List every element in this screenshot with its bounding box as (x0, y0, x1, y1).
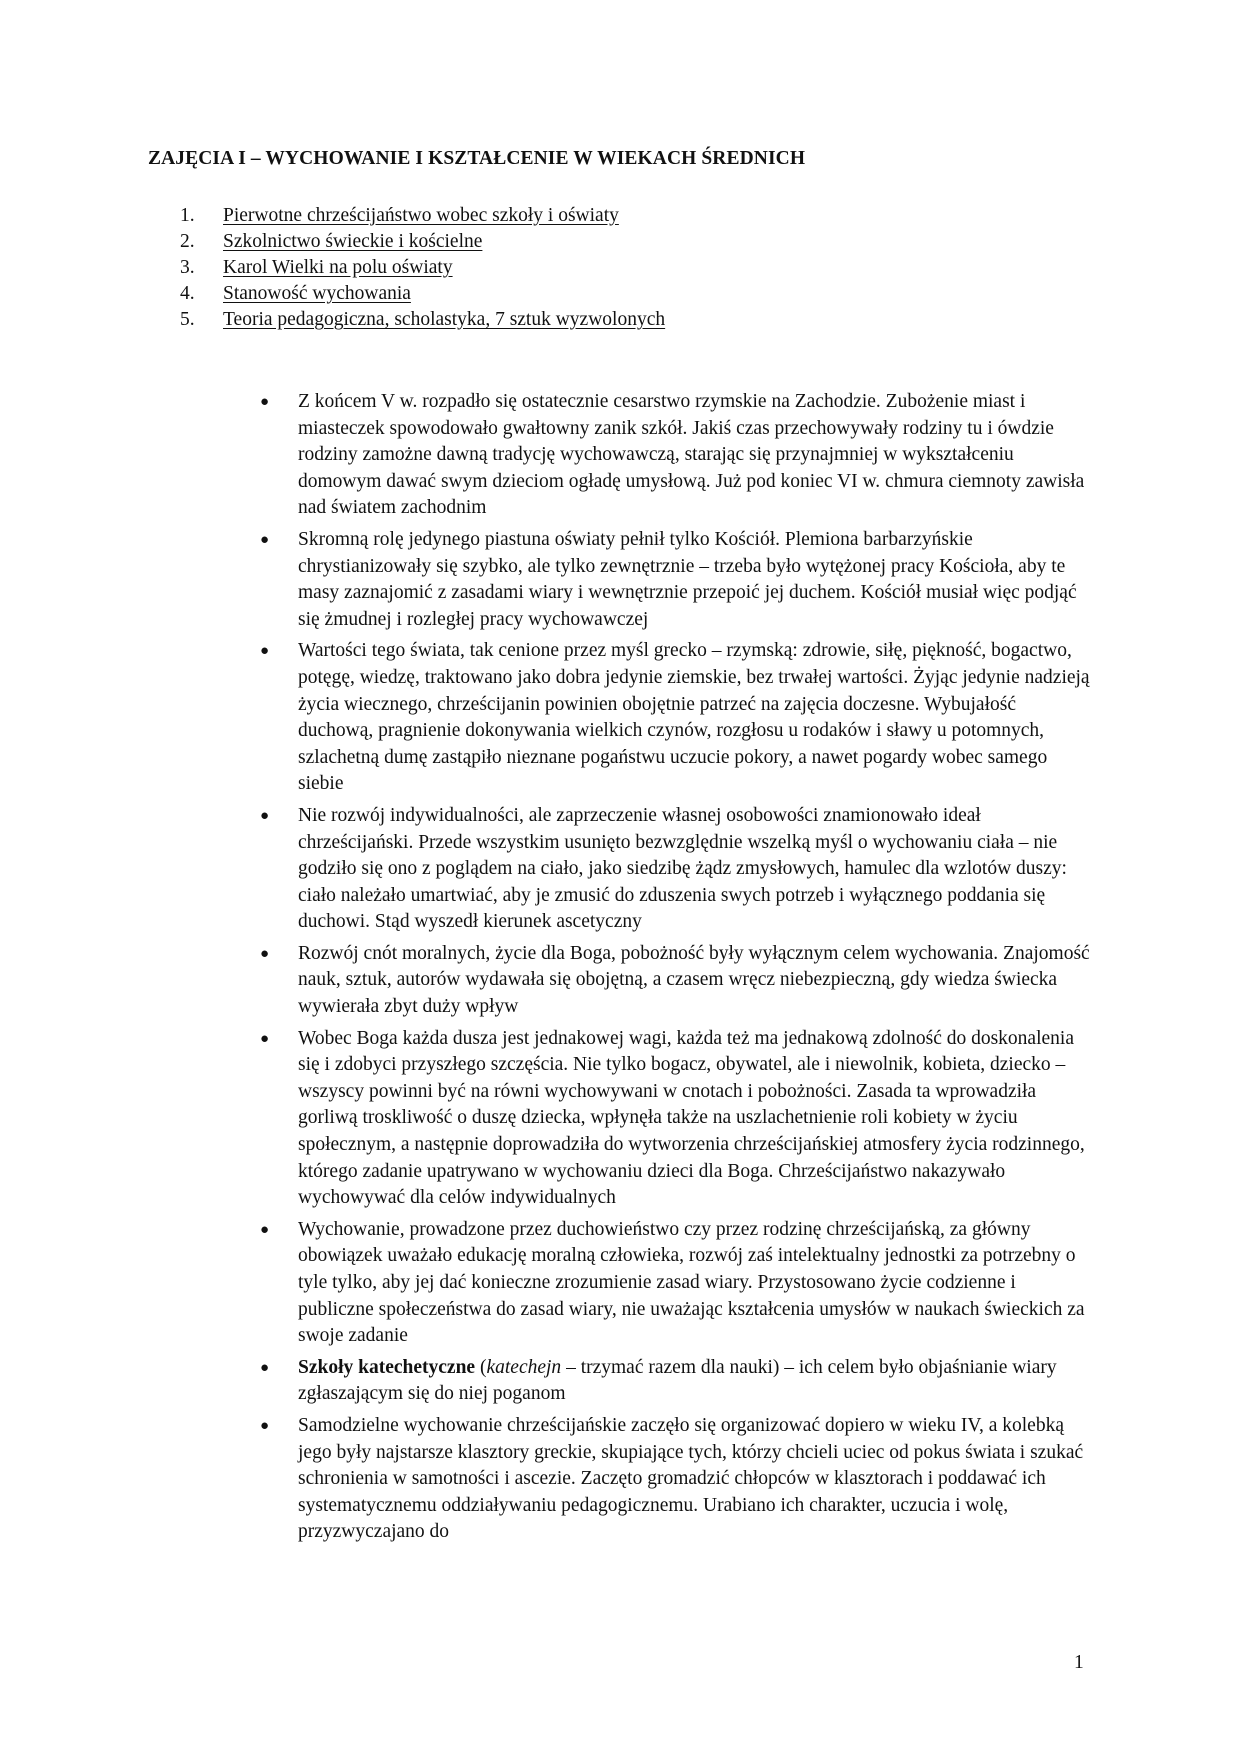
bullet-item (258, 638, 1094, 798)
topic-link[interactable]: Stanowość wychowania (223, 283, 411, 304)
bullet-text: Nie rozwój indywidualności, ale zaprzeczenie własnej osobowości znamionowało ideał chrześcijański. Przede wszystkim usunięto bezwzględnie wszelką myśl o wychowaniu ciała – nie godziło się ono z poglądem na ciało, jako siedzibę żądz zmysłowych, hamulec dla wzlotów duszy: ciało należało umartwiać, aby je zmusić do zduszenia swych potrzeb i wyłącznego poddania się duchowi. Stąd wyszedł kierunek ascetyczny (298, 804, 1067, 933)
topic-link[interactable]: Pierwotne chrześcijaństwo wobec szkoły i oświaty (223, 205, 619, 226)
topic-item (180, 307, 665, 333)
bullet-icon: ● (260, 394, 270, 410)
topic-number: 2. (180, 231, 195, 252)
bullet-text: Z końcem V w. rozpadło się ostatecznie cesarstwo rzymskie na Zachodzie. Zubożenie miast i miasteczek spowodowało gwałtowny zanik szkół. Jakiś czas przechowywały rodziny tu i ówdzie rodziny zamożne dawną tradycję wychowawczą, starając się przynajmniej w wykształceniu domowym dawać swym dzieciom ogładę umysłową. Już pod koniec VI w. chmura ciemnoty zawisła nad światem zachodnim (298, 391, 1085, 519)
topic-item (180, 203, 665, 229)
bullet-text: – trzymać razem dla nauki) – ich celem było objaśnianie wiary zgłaszającym się do niej poganom (298, 1356, 1057, 1405)
bullet-bold-term: Szkoły katechetyczne (298, 1356, 476, 1378)
bullet-item (258, 1355, 1094, 1408)
topic-link[interactable]: Karol Wielki na polu oświaty (223, 257, 453, 278)
bullet-item (258, 803, 1094, 936)
bullet-text: Wychowanie, prowadzone przez duchowieństwo czy przez rodzinę chrześcijańską, za główny obowiązek uważało edukację moralną człowieka, rozwój zaś intelektualny jednostki za potrzebny o tyle tylko, aby jej dać konieczne zrozumienie zasad wiary. Przystosowano życie codzienne i publiczne społeczeństwa do zasad wiary, nie uważając kształcenia umysłów w naukach świeckich za swoje zadanie (298, 1218, 1085, 1347)
bullet-text: Wobec Boga każda dusza jest jednakowej wagi, każda też ma jednakową zdolność do doskonalenia się i zdobyci przyszłego szczęścia. Nie tylko bogacz, obywatel, ale i niewolnik, kobieta, dziecko – wszyscy powinni być na równi wychowywani w cnotach i pobożności. Zasada ta wprowadziła gorliwą troskliwość o duszę dziecka, wpłynęła także na uszlachetnienie roli kobiety w życiu społecznym, a następnie doprowadziła do wytworzenia chrześcijańskiej atmosfery życia rodzinnego, którego zadanie upatrywano w wychowaniu dzieci dla Boga. Chrześcijaństwo nakazywało wychowywać dla celów indywidualnych (298, 1027, 1085, 1209)
page-number: 1 (1074, 1652, 1084, 1673)
bullet-item (258, 941, 1094, 1021)
page-title: ZAJĘCIA I – WYCHOWANIE I KSZTAŁCENIE W WIEKACH ŚREDNICH (148, 148, 806, 169)
bullet-italic-term: katechejn (486, 1356, 562, 1378)
topic-link[interactable]: Szkolnictwo świeckie i kościelne (223, 231, 483, 252)
bullet-item (258, 1026, 1094, 1212)
bullet-text: Wartości tego świata, tak cenione przez myśl grecko – rzymską: zdrowie, siłę, piękność, bogactwo, potęgę, wiedzę, traktowano jako dobra jedynie ziemskie, bez trwałej wartości. Żyjąc jedynie nadzieją życia wiecznego, chrześcijanin powinien obojętnie patrzeć na zajęcia doczesne. Wybujałość duchową, pragnienie dokonywania wielkich czynów, rozgłosu u rodaków i sławy u potomnych, szlachetną dumę zastąpiło nieznane pogaństwu uczucie pokory, a nawet pogardy wobec samego siebie (298, 640, 1090, 795)
topic-list (180, 203, 665, 333)
bullet-text: Skromną rolę jedynego piastuna oświaty pełnił tylko Kościół. Plemiona barbarzyńskie chrystianizowały się szybko, ale tylko zewnętrznie – trzeba było wytężonej pracy Kościoła, aby te masy zaznajomić z zasadami wiary i wewnętrznie przepoić jej duchem. Kościół musiał więc podjąć się żmudnej i rozległej pracy wychowawczej (298, 528, 1077, 630)
topic-number: 3. (180, 257, 195, 278)
bullet-paren: ( (475, 1356, 487, 1378)
bullet-text: Rozwój cnót moralnych, życie dla Boga, pobożność były wyłącznym celem wychowania. Znajomość nauk, sztuk, autorów wydawała się obojętną, a czasem wręcz niebezpieczną, gdy wiedza świecka wywierała zbyt duży wpływ (298, 942, 1090, 1018)
topic-link[interactable]: Teoria pedagogiczna, scholastyka, 7 sztuk wyzwolonych (223, 309, 666, 330)
bullet-icon: ● (260, 1221, 270, 1238)
bullet-item (258, 527, 1094, 633)
topic-item (180, 229, 665, 255)
bullet-icon: ● (260, 807, 270, 824)
bullet-icon: ● (260, 1359, 270, 1376)
bullet-icon: ● (260, 531, 270, 548)
bullet-item (258, 1413, 1094, 1546)
topic-number: 4. (180, 283, 195, 304)
bullet-item (258, 389, 1094, 522)
bullet-icon: ● (260, 1417, 270, 1434)
topic-item (180, 281, 665, 307)
topic-number: 1. (180, 205, 195, 226)
topic-number: 5. (180, 309, 195, 330)
bullet-icon: ● (260, 1030, 270, 1047)
bullet-list (258, 389, 1094, 1551)
bullet-icon: ● (260, 643, 270, 660)
bullet-text: Samodzielne wychowanie chrześcijańskie zaczęło się organizować dopiero w wieku IV, a kolebką jego były najstarsze klasztory greckie, skupiające tych, którzy chcieli uciec od pokus świata i szukać schronienia w samotności i ascezie. Zaczęto gromadzić chłopców w klasztorach i poddawać ich systematycznemu oddziaływaniu pedagogicznemu. Urabiano ich charakter, uczucia i wolę, przyzwyczajano do (298, 1414, 1084, 1543)
bullet-item (258, 1217, 1094, 1350)
topic-item (180, 255, 665, 281)
bullet-icon: ● (260, 945, 270, 962)
